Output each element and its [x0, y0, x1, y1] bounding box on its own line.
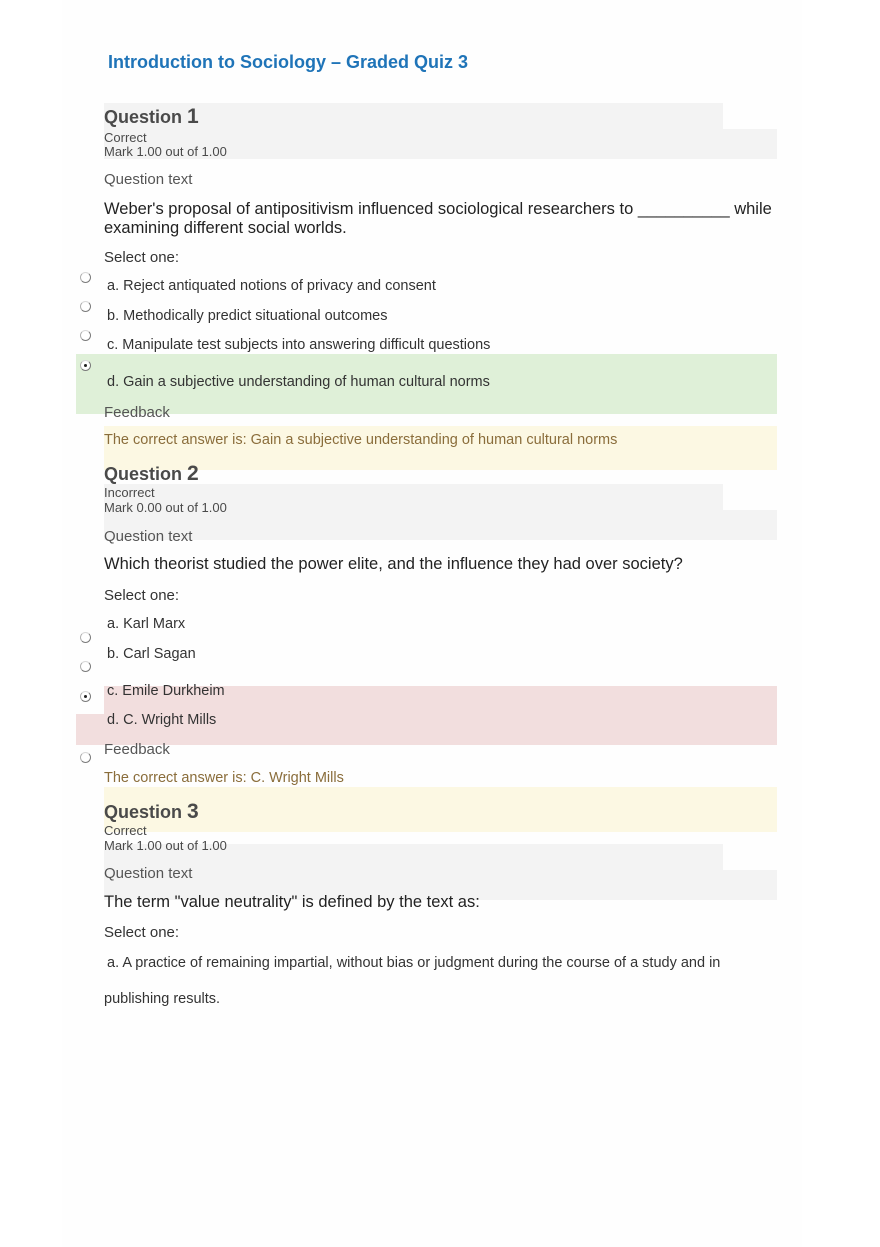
question-3-text: The term "value neutrality" is defined by the text as: — [104, 893, 480, 911]
question-1-feedback-text: The correct answer is: Gain a subjective understanding of human cultural norms — [104, 432, 618, 448]
question-2-mark: Mark 0.00 out of 1.00 — [104, 500, 227, 515]
question-2-option-c[interactable]: c. Emile Durkheim — [107, 683, 225, 699]
question-3-select-one: Select one: — [104, 924, 180, 941]
question-1-heading — [104, 105, 199, 129]
question-3-state: Correct — [104, 823, 147, 838]
question-1-number: 1 — [187, 105, 199, 128]
question-2-option-b-radio[interactable] — [80, 661, 91, 672]
question-3-number: 3 — [187, 800, 199, 823]
question-1-option-b[interactable]: b. Methodically predict situational outcomes — [107, 308, 388, 324]
question-2-text-label: Question text — [104, 528, 193, 545]
question-3-text-label: Question text — [104, 865, 193, 882]
question-1-feedback-label: Feedback — [104, 404, 170, 421]
question-2-number: 2 — [187, 462, 199, 485]
question-3-heading — [104, 800, 199, 824]
question-1-option-c[interactable]: c. Manipulate test subjects into answering difficult questions — [107, 337, 491, 353]
question-1-option-a-radio[interactable] — [80, 272, 91, 283]
document-title: Introduction to Sociology – Graded Quiz 3 — [108, 52, 469, 72]
question-1-text-label: Question text — [104, 171, 193, 188]
question-2-option-d-radio[interactable] — [80, 752, 91, 763]
question-2-option-a-radio[interactable] — [80, 632, 91, 643]
question-2-option-c-radio-selected[interactable] — [80, 691, 91, 702]
question-2-heading — [104, 462, 199, 486]
question-2-option-a[interactable]: a. Karl Marx — [107, 616, 186, 632]
question-1-option-d-radio-selected[interactable] — [80, 360, 91, 371]
question-1-option-a[interactable]: a. Reject antiquated notions of privacy and consent — [107, 278, 436, 294]
question-3-option-a-continued: publishing results. — [104, 991, 221, 1007]
question-2-feedback-label: Feedback — [104, 741, 170, 758]
question-1-mark: Mark 1.00 out of 1.00 — [104, 144, 227, 159]
question-2-feedback-box — [104, 787, 777, 832]
question-2-state: Incorrect — [104, 485, 155, 500]
question-1-option-d[interactable]: d. Gain a subjective understanding of human cultural norms — [107, 374, 490, 390]
question-1-option-c-radio[interactable] — [80, 330, 91, 341]
question-1-select-one: Select one: — [104, 249, 180, 266]
question-3-mark: Mark 1.00 out of 1.00 — [104, 838, 227, 853]
question-2-option-d[interactable]: d. C. Wright Mills — [107, 712, 217, 728]
question-2-option-b[interactable]: b. Carl Sagan — [107, 646, 196, 662]
question-2-text: Which theorist studied the power elite, and the influence they had over society? — [104, 555, 683, 573]
question-2-select-one: Select one: — [104, 587, 180, 604]
question-2-feedback-text: The correct answer is: C. Wright Mills — [104, 770, 344, 786]
question-2-word: Question — [104, 464, 183, 484]
question-3-word: Question — [104, 802, 183, 822]
question-1-text: Weber's proposal of antipositivism influenced sociological researchers to __________ while examining different social worlds. — [104, 200, 772, 237]
question-1-state: Correct — [104, 130, 147, 145]
question-1-option-b-radio[interactable] — [80, 301, 91, 312]
question-1-word: Question — [104, 107, 183, 127]
question-3-option-a[interactable]: a. A practice of remaining impartial, without bias or judgment during the course of a study and in — [107, 955, 721, 971]
